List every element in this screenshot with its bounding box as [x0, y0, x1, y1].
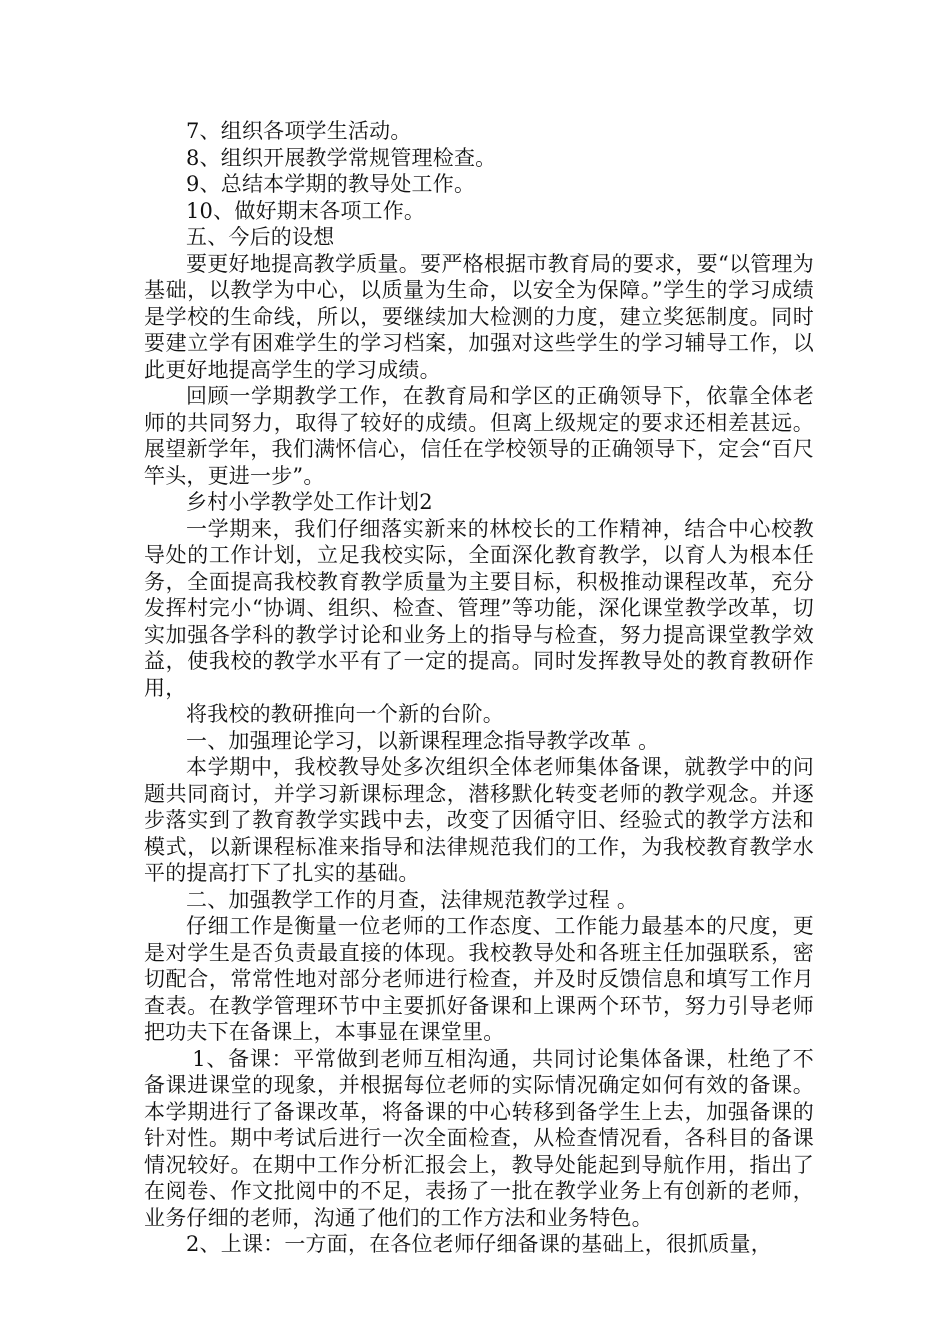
document-subtitle: 乡村小学教学处工作计划2 [186, 490, 433, 514]
document-body [144, 118, 814, 1258]
paragraph-lesson-prep: 1、备课：平常做到老师互相沟通，共同讨论集体备课，杜绝了不备课进课堂的现象，并根据每位老师的实际情况确定如何有效的备课。本学期进行了备课改革，将备课的中心转移到备学生上去，加强备课的针对性。期中考试后进行一次全面检查，从检查情况看，各科目的备课情况较好。在期中工作分析汇报会上，教导处能起到导航作用，指出了在阅卷、作文批阅中的不足，表扬了一批在教学业务上有创新的老师，业务仔细的老师，沟通了他们的工作方法和业务特色。 [144, 1046, 814, 1230]
paragraph-monthly: 仔细工作是衡量一位老师的工作态度、工作能力最基本的尺度，更是对学生是否负责最直接的体现。我校教导处和各班主任加强联系，密切配合，常常性地对部分老师进行检查，并及时反馈信息和填写工作月查表。在教学管理环节中主要抓好备课和上课两个环节，努力引导老师把功夫下在备课上，本事显在课堂里。 [144, 914, 814, 1044]
paragraph-research: 将我校的教研推向一个新的台阶。 [186, 702, 504, 726]
section-heading-theory: 一、加强理论学习，以新课程理念指导教学改革 。 [186, 728, 660, 753]
paragraph-review: 回顾一学期教学工作，在教育局和学区的正确领导下，依靠全体老师的共同努力，取得了较好的成绩。但离上级规定的要求还相差甚远。展望新学年，我们满怀信心，信任在学校领导的正确领导下，定会“百尺竿头，更进一步”。 [144, 384, 814, 488]
paragraph-item-7: 7、组织各项学生活动。 [186, 119, 412, 143]
paragraph-theory: 本学期中，我校教导处多次组织全体老师集体备课，就教学中的问题共同商讨，并学习新课标理念，潜移默化转变老师的教学观念。并逐步落实到了教育教学实践中去，改变了因循守旧、经验式的教学方法和模式，以新课程标准来指导和法律规范我们的工作，为我校教育教学水平的提高打下了扎实的基础。 [144, 755, 814, 885]
paragraph-item-9: 9、总结本学期的教导处工作。 [186, 172, 476, 196]
paragraph-class: 2、上课：一方面，在各位老师仔细备课的基础上，很抓质量， [186, 1232, 772, 1256]
paragraph-item-10: 10、做好期末各项工作。 [186, 198, 426, 223]
paragraph-intro: 一学期来，我们仔细落实新来的林校长的工作精神，结合中心校教导处的工作计划，立足我校实际，全面深化教育教学，以育人为根本任务，全面提高我校教育教学质量为主要目标，积极推动课程改革，充分发挥村完小“协调、组织、检查、管理”等功能，深化课堂教学改革，切实加强各学科的教学讨论和业务上的指导与检查，努力提高课堂教学效益，使我校的教学水平有了一定的提高。同时发挥教导处的教育教研作用， [144, 516, 814, 700]
section-heading-future: 五、今后的设想 [186, 225, 335, 249]
paragraph-item-8: 8、组织开展教学常规管理检查。 [186, 145, 497, 170]
section-heading-monthly: 二、加强教学工作的月查，法律规范教学过程 。 [186, 887, 639, 912]
paragraph-quality: 要更好地提高教学质量。要严格根据市教育局的要求，要“以管理为基础，以教学为中心，以质量为生命，以安全为保障。”学生的学习成绩是学校的生命线，所以，要继续加大检测的力度，建立奖惩制度。同时要建立学有困难学生的学习档案，加强对这些学生的学习辅导工作，以此更好地提高学生的学习成绩。 [144, 251, 814, 382]
